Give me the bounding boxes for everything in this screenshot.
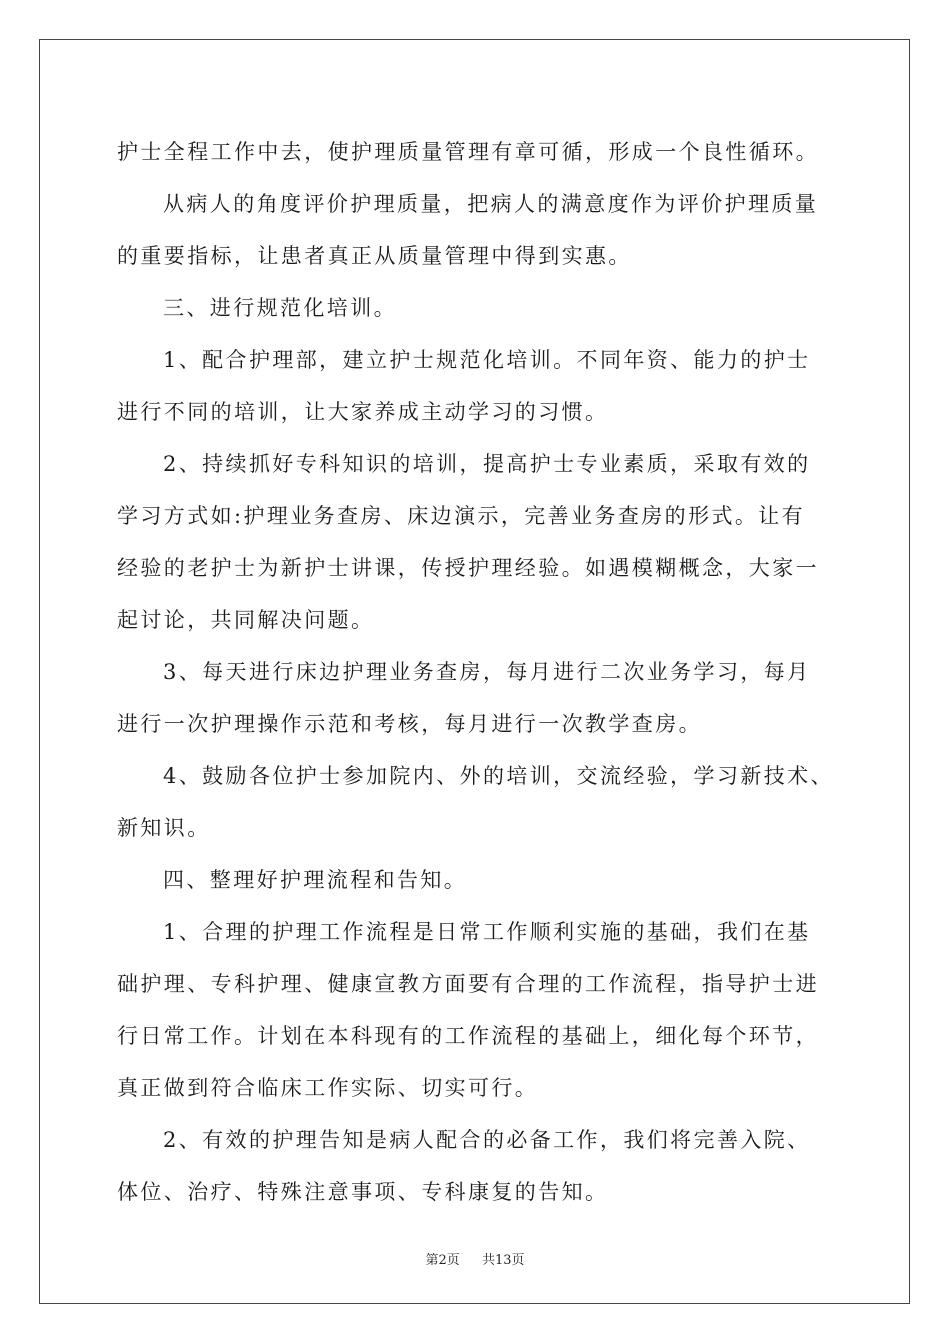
text-line: 学习方式如:护理业务查房、床边演示，完善业务查房的形式。让有 [117, 504, 806, 528]
text-line: 进行一次护理操作示范和考核，每月进行一次教学查房。 [117, 712, 702, 736]
text-line: 2、持续抓好专科知识的培训，提高护士专业素质，采取有效的 [163, 452, 811, 476]
text-line: 新知识。 [117, 816, 211, 840]
text-line: 的重要指标，让患者真正从质量管理中得到实惠。 [117, 244, 632, 268]
text-line: 3、每天进行床边护理业务查房，每月进行二次业务学习，每月 [163, 660, 811, 684]
section-heading: 三、进行规范化培训。 [163, 296, 397, 320]
text-line: 础护理、专科护理、健康宣教方面要有合理的工作流程，指导护士进 [117, 972, 819, 996]
text-line: 经验的老护士为新护士讲课，传授护理经验。如遇模糊概念，大家一 [117, 556, 819, 580]
section-heading: 四、整理好护理流程和告知。 [163, 868, 468, 892]
text-line: 真正做到符合临床工作实际、切实可行。 [117, 1076, 539, 1100]
text-line: 起讨论，共同解决问题。 [117, 608, 375, 632]
text-line: 进行不同的培训，让大家养成主动学习的习惯。 [117, 400, 609, 424]
page-total: 共13页 [482, 1253, 525, 1268]
text-line: 1、合理的护理工作流程是日常工作顺利实施的基础，我们在基 [163, 920, 811, 944]
text-line: 4、鼓励各位护士参加院内、外的培训，交流经验，学习新技术、 [163, 764, 834, 788]
page-number: 第2页 [425, 1253, 460, 1268]
document-body [117, 126, 837, 1218]
text-line: 护士全程工作中去，使护理质量管理有章可循，形成一个良性循环。 [117, 140, 819, 164]
page-footer [0, 1249, 950, 1268]
text-line: 1、配合护理部，建立护士规范化培训。不同年资、能力的护士 [163, 348, 811, 372]
text-line: 2、有效的护理告知是病人配合的必备工作，我们将完善入院、 [163, 1128, 811, 1152]
text-line: 行日常工作。计划在本科现有的工作流程的基础上，细化每个环节， [117, 1024, 819, 1048]
text-line: 体位、治疗、特殊注意事项、专科康复的告知。 [117, 1180, 609, 1204]
text-line: 从病人的角度评价护理质量，把病人的满意度作为评价护理质量 [163, 192, 819, 216]
